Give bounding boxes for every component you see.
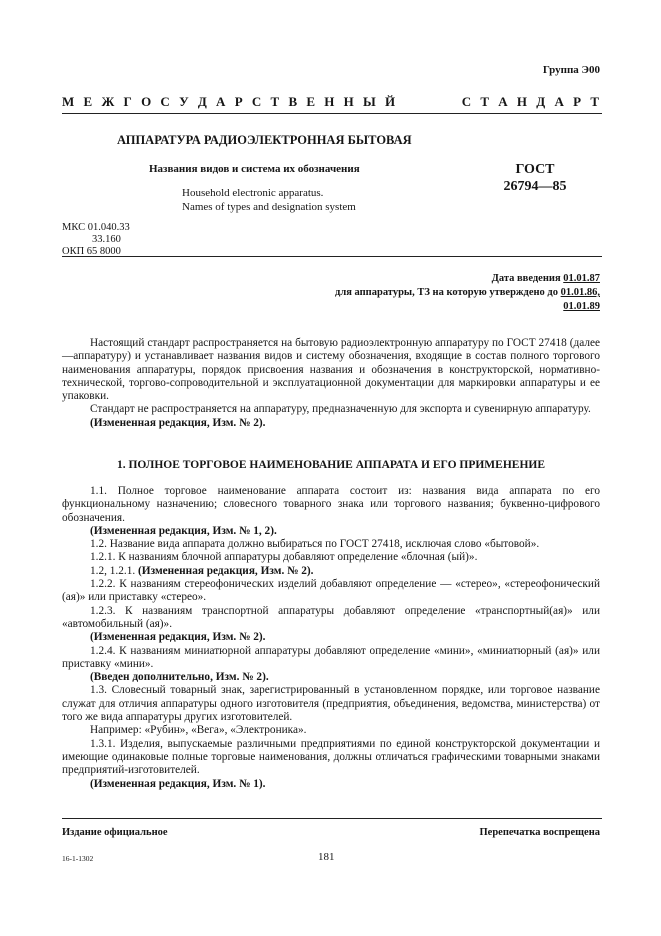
document-subtitle: Названия видов и система их обозначения: [149, 163, 360, 175]
clause-1-2-amend-lead: 1.2, 1.2.1.: [90, 564, 136, 577]
intro-date: 01.01.87: [563, 273, 600, 284]
english-title-line1: Household electronic apparatus.: [182, 187, 324, 199]
page-number: 181: [318, 851, 335, 863]
clause-1-2-2: 1.2.2. К названиям стереофонических изделий добавляют определение — «стерео», «стереофонический (ая)» или приставку «стерео».: [62, 578, 600, 604]
header-rule: [62, 113, 602, 114]
official-edition-label: Издание официальное: [62, 827, 168, 838]
introduction-dates: [335, 272, 600, 314]
scope-exclusion-paragraph: Стандарт не распространяется на аппаратуру, предназначенную для экспорта и сувенирную аппаратуру.: [90, 403, 591, 416]
intro-paragraph: Настоящий стандарт распространяется на бытовую радиоэлектронную аппаратуру по ГОСТ 27418 (далее—аппаратуру) и устанавливает названия видов и систему обозначения, входящие в состав полного торгового наименования аппаратуры, порядок присвоения названия и обозначения в конструкторской, нормативно-технической, торгово-сопроводительной и эксплуатационной документации для маркировки аппаратуры и ее упаковки.: [62, 337, 600, 403]
classification-codes: [62, 222, 130, 258]
clause-1-3-1: 1.3.1. Изделия, выпускаемые различными предприятиями по единой конструкторской документации и имеющие одинаковые полные торговые наименования, должны отличаться графическими товарными знаками предприятий-изготовителей.: [62, 737, 600, 777]
section-1-heading: 1. ПОЛНОЕ ТОРГОВОЕ НАИМЕНОВАНИЕ АППАРАТА И ЕГО ПРИМЕНЕНИЕ: [116, 459, 546, 471]
gost-designation: [500, 161, 570, 195]
gost-number: 26794—85: [503, 179, 567, 194]
clause-1-2-amend: [62, 565, 600, 578]
intro-text: [62, 337, 600, 430]
section-1-body: [62, 485, 600, 791]
clause-1-3-example: Например: «Рубин», «Вега», «Электроника».: [90, 724, 307, 737]
codes-rule: [62, 256, 602, 257]
document-title: АППАРАТУРА РАДИОЭЛЕКТРОННАЯ БЫТОВАЯ: [117, 133, 412, 147]
tz-date-2: 01.01.89: [563, 301, 600, 312]
clause-1-2-4: 1.2.4. К названиям миниатюрной аппаратуры добавляют определение «мини», «миниатюрный (ая)» или приставку «мини».: [62, 644, 600, 670]
clause-1-3-1-note: (Измененная редакция, Изм. № 1).: [90, 777, 266, 790]
banner-standard: С Т А Н Д А Р Т: [461, 94, 602, 109]
gost-label: ГОСТ: [515, 162, 555, 177]
english-title: [182, 186, 356, 214]
standard-banner: [62, 94, 602, 110]
clause-1-3: 1.3. Словесный товарный знак, зарегистрированный в установленном порядке, или торговое название служат для отличия аппаратуры одного изготовителя (предприятия, объединения, ведомства, министерства) от того же вида аппаратуры других изготовителей.: [62, 684, 600, 724]
print-code: 16-1-1302: [62, 854, 94, 863]
amendment-note: (Измененная редакция, Изм. № 2).: [90, 416, 266, 429]
mks-code-2: 33.160: [92, 234, 121, 245]
reprint-prohibited-label: Перепечатка воспрещена: [479, 827, 600, 838]
clause-1-2: 1.2. Название вида аппарата должно выбираться по ГОСТ 27418, исключая слово «бытовой».: [90, 538, 540, 551]
footer-rule: [62, 818, 602, 819]
clause-1-1-note: (Измененная редакция, Изм. № 1, 2).: [90, 524, 277, 537]
mks-code: МКС 01.040.33: [62, 222, 130, 233]
clause-1-2-3: 1.2.3. К названиям транспортной аппаратуры добавляют определение «транспортный(ая)» или «автомобильный (ая)».: [62, 604, 600, 630]
tz-date-label: для аппаратуры, ТЗ на которую утверждено до: [335, 287, 558, 298]
tz-date-1: 01.01.86,: [560, 287, 600, 298]
banner-interstate: М Е Ж Г О С У Д А Р С Т В Е Н Н Ы Й: [62, 94, 399, 109]
clause-1-2-1: 1.2.1. К названиям блочной аппаратуры добавляют определение «блочная (ый)».: [90, 551, 478, 564]
english-title-line2: Names of types and designation system: [182, 201, 356, 213]
intro-date-label: Дата введения: [491, 273, 561, 284]
group-label: Группа Э00: [542, 64, 600, 76]
clause-1-2-4-note: (Введен дополнительно, Изм. № 2).: [90, 671, 269, 684]
okp-code: ОКП 65 8000: [62, 246, 121, 257]
clause-1-2-amend-note: (Измененная редакция, Изм. № 2).: [138, 564, 314, 577]
clause-1-2-3-note: (Измененная редакция, Изм. № 2).: [90, 631, 266, 644]
clause-1-1: 1.1. Полное торговое наименование аппарата состоит из: названия вида аппарата по его функциональному назначению; словесного товарного знака или торгового названия; буквенно-цифрового обозначения.: [62, 485, 600, 524]
